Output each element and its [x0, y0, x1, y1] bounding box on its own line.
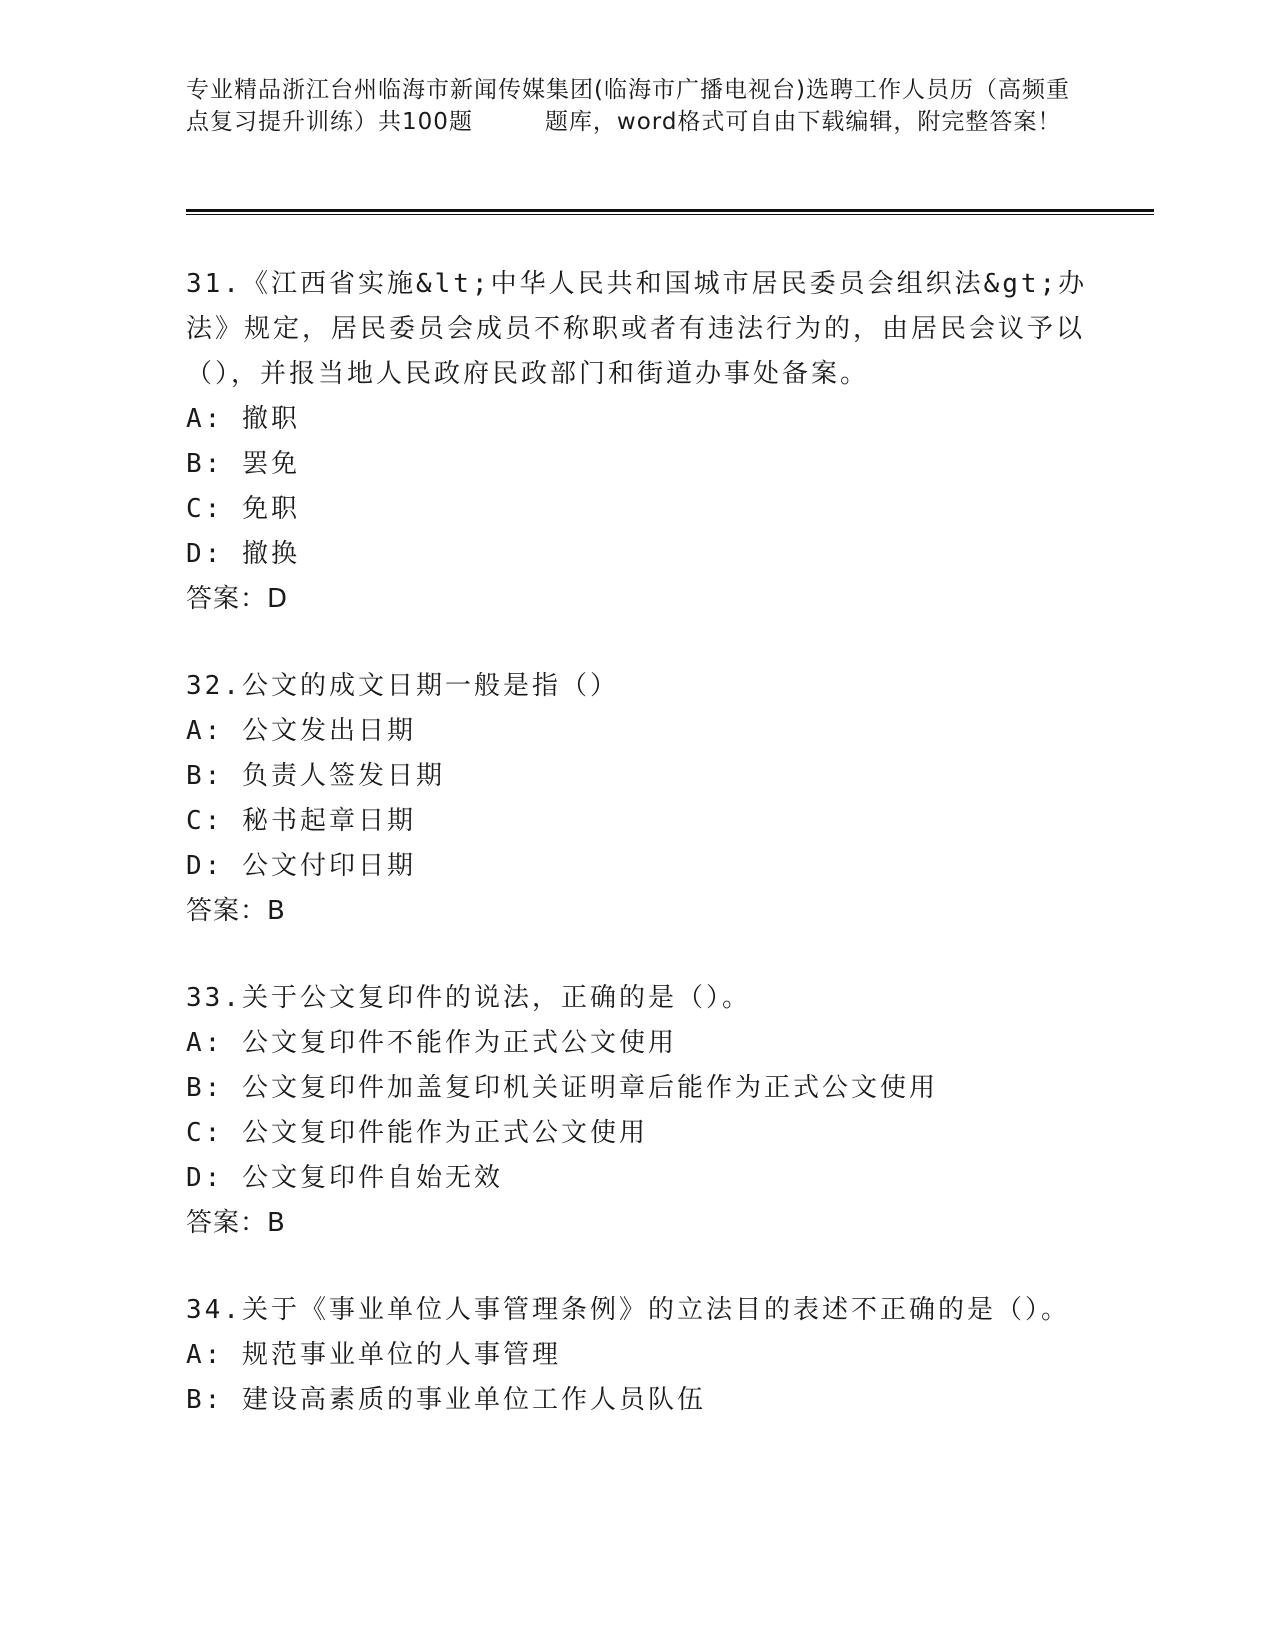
question-list	[186, 262, 1096, 1465]
option-b: B: 公文复印件加盖复印机关证明章后能作为正式公文使用	[186, 1073, 938, 1103]
question-text: 31.《江西省实施&lt;中华人民共和国城市居民委员会组织法&gt;办法》规定，居民委员会成员不称职或者有违法行为的，由居民会议予以（），并报当地人民政府民政部门和街道办事处备案。	[186, 269, 1088, 389]
header-rule-thick	[186, 209, 1154, 212]
question-34	[186, 1288, 1096, 1423]
answer: 答案：B	[186, 896, 286, 926]
question-33	[186, 976, 1096, 1246]
header-rule-thin	[186, 214, 1154, 215]
question-text: 32.公文的成文日期一般是指（）	[186, 671, 619, 701]
question-text: 33.关于公文复印件的说法，正确的是（）。	[186, 983, 751, 1013]
question-32	[186, 664, 1096, 934]
option-a: A: 撤职	[186, 404, 300, 434]
option-c: C: 秘书起章日期	[186, 806, 416, 836]
document-header: 专业精品浙江台州临海市新闻传媒集团(临海市广播电视台)选聘工作人员历（高频重点复习提升训练）共100题 题库，word格式可自由下载编辑，附完整答案！	[186, 77, 1070, 135]
option-b: B: 罢免	[186, 449, 300, 479]
option-d: D: 撤换	[186, 539, 300, 569]
answer: 答案：B	[186, 1208, 286, 1238]
option-d: D: 公文付印日期	[186, 851, 416, 881]
option-a: A: 公文复印件不能作为正式公文使用	[186, 1028, 677, 1058]
option-b: B: 建设高素质的事业单位工作人员队伍	[186, 1385, 706, 1415]
option-d: D: 公文复印件自始无效	[186, 1163, 503, 1193]
question-31	[186, 262, 1096, 622]
option-c: C: 免职	[186, 494, 300, 524]
answer: 答案：D	[186, 584, 289, 614]
option-b: B: 负责人签发日期	[186, 761, 445, 791]
option-a: A: 规范事业单位的人事管理	[186, 1340, 561, 1370]
question-text: 34.关于《事业单位人事管理条例》的立法目的表述不正确的是（）。	[186, 1295, 1070, 1325]
option-a: A: 公文发出日期	[186, 716, 416, 746]
option-c: C: 公文复印件能作为正式公文使用	[186, 1118, 648, 1148]
